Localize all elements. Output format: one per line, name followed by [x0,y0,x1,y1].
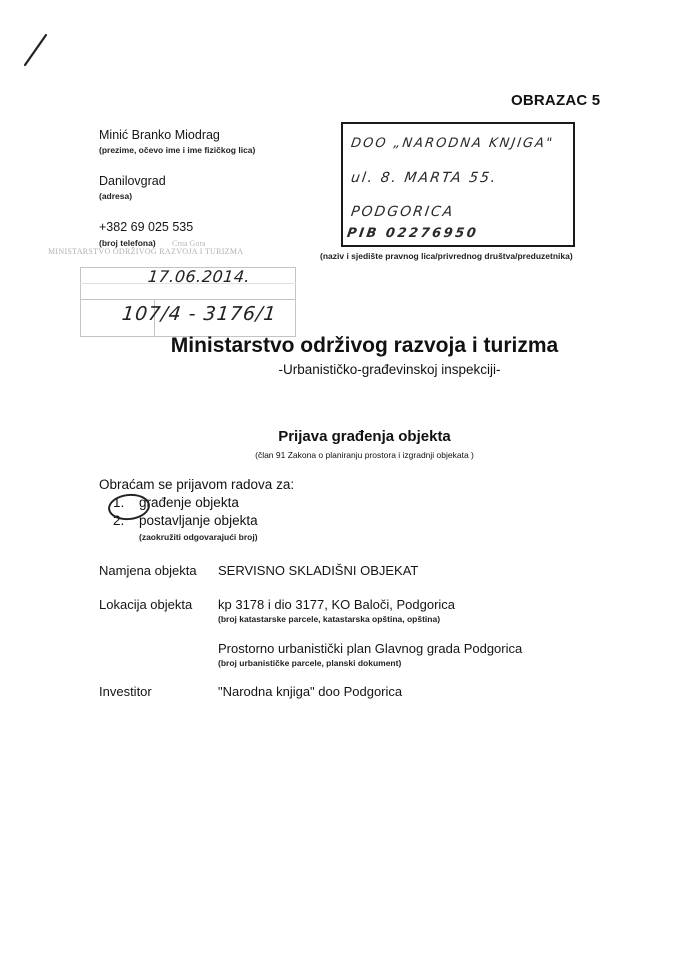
report-title: Prijava građenja objekta [278,428,451,445]
investor-label: Investitor [99,684,152,699]
company-city-handwritten: PODGORICA [349,204,456,220]
applicant-address: Danilovgrad [99,174,166,188]
stamp-date: 17.06.2014. [147,267,252,286]
law-reference: (član 91 Zakona o planiranju prostora i izgradnji objekata ) [255,450,474,460]
location-hint: (broj katastarske parcele, katastarska opština, opština) [218,614,441,624]
company-name-handwritten: DOO „NARODNA KNJIGA" [349,136,555,151]
applicant-name-hint: (prezime, očevo ime i ime fizičkog lica) [99,145,256,155]
option-number: 2. [113,513,125,528]
purpose-label: Namjena objekta [99,563,197,578]
applicant-name: Minić Branko Miodrag [99,128,220,142]
company-box-hint: (naziv i sjedište pravnog lica/privrednog društva/preduzetnika) [320,251,573,261]
ministry-title: Ministarstvo održivog razvoja i turizma [170,334,559,357]
applicant-phone-hint: (broj telefona) [99,238,156,248]
inspection-department: -Urbanističko-građevinskoj inspekciji- [278,362,501,377]
company-info-box [341,122,575,247]
stamp-country: Crna Gora [172,239,206,248]
company-pib-handwritten: PIB 02276950 [345,226,480,241]
works-intro: Obraćam se prijavom radova za: [99,477,295,492]
option-number: 1. [113,495,125,510]
investor-value: "Narodna knjiga" doo Podgorica [218,684,403,699]
works-note: (zaokružiti odgovarajući broj) [139,532,258,542]
applicant-phone: +382 69 025 535 [99,220,194,234]
stamp-reference-number: 107/4 - 3176/1 [120,303,278,325]
plan-hint: (broj urbanističke parcele, planski dokument) [218,658,402,668]
purpose-value: SERVISNO SKLADIŠNI OBJEKAT [218,563,419,578]
option-label: postavljanje objekta [139,513,258,528]
applicant-address-hint: (adresa) [99,191,133,201]
location-value: kp 3178 i dio 3177, KO Baloči, Podgorica [218,597,456,612]
handwritten-slash-mark [22,32,50,68]
option-label: građenje objekta [139,495,239,510]
form-code: OBRAZAC 5 [511,92,601,109]
plan-value: Prostorno urbanistički plan Glavnog grada Podgorica [218,641,523,656]
location-label: Lokacija objekta [99,597,193,612]
company-street-handwritten: ul. 8. MARTA 55. [349,170,499,186]
stamp-header: MINISTARSTVO ODRŽIVOG RAZVOJA I TURIZMA [48,247,244,256]
